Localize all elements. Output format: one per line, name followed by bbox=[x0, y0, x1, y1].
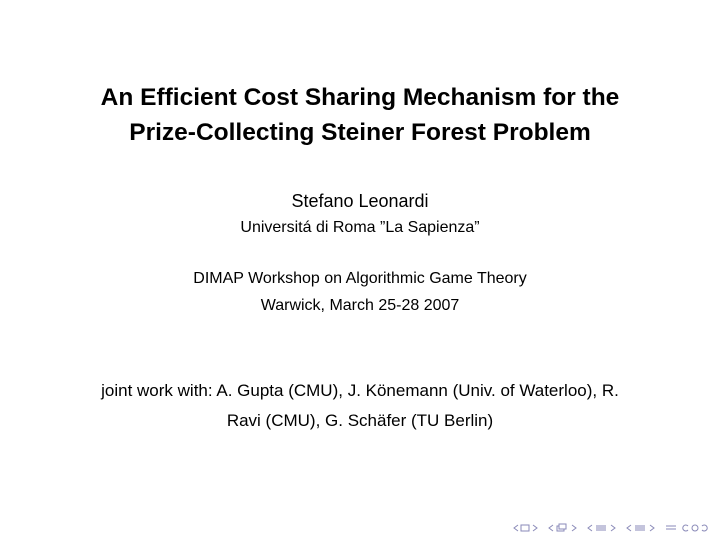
nav-first-icon[interactable] bbox=[513, 523, 543, 533]
title-line-1: An Efficient Cost Sharing Mechanism for the bbox=[100, 84, 620, 111]
beamer-navigation bbox=[513, 521, 708, 535]
event-name: DIMAP Workshop on Algorithmic Game Theory bbox=[193, 270, 527, 287]
nav-align-icon[interactable] bbox=[665, 523, 677, 533]
event-location-date: Warwick, March 25-28 2007 bbox=[260, 297, 460, 314]
slide-title bbox=[40, 80, 680, 150]
joint-work-line-2: Ravi (CMU), G. Schäfer (TU Berlin) bbox=[226, 411, 494, 430]
nav-section-icon[interactable] bbox=[626, 523, 660, 533]
joint-work bbox=[40, 376, 680, 436]
nav-frame-icon[interactable] bbox=[548, 523, 582, 533]
author-affiliation: Universitá di Roma ”La Sapienza” bbox=[240, 219, 480, 236]
nav-subsection-icon[interactable] bbox=[587, 523, 621, 533]
joint-work-line-1: joint work with: A. Gupta (CMU), J. Könemann (Univ. of Waterloo), R. bbox=[101, 381, 619, 400]
nav-search-icon[interactable] bbox=[682, 523, 708, 533]
title-line-2: Prize-Collecting Steiner Forest Problem bbox=[129, 119, 591, 146]
author-name: Stefano Leonardi bbox=[291, 191, 429, 211]
